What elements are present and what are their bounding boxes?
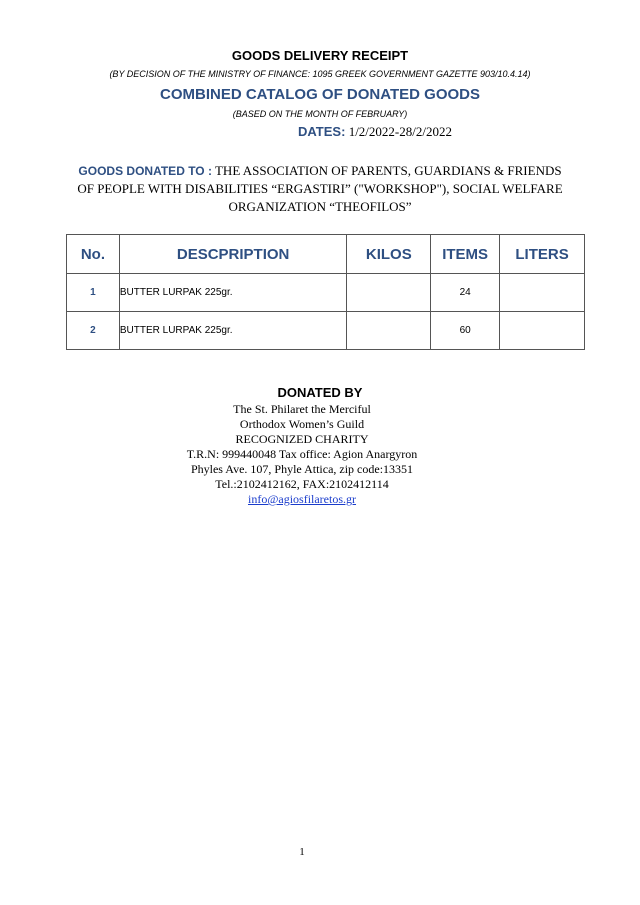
donor-line: Tel.:2102412162, FAX:2102412114 bbox=[215, 477, 389, 491]
row-items: 60 bbox=[431, 312, 500, 350]
header-description: DESCPRIPTION bbox=[119, 235, 347, 274]
dates-label: DATES: bbox=[298, 124, 346, 139]
donated-to-paragraph bbox=[70, 162, 570, 216]
header-items: ITEMS bbox=[431, 235, 500, 274]
header-no: No. bbox=[67, 235, 120, 274]
dates-value: 1/2/2022-28/2/2022 bbox=[345, 124, 452, 139]
row-number: 2 bbox=[67, 312, 120, 350]
donor-details bbox=[0, 402, 604, 507]
row-kilos bbox=[347, 312, 431, 350]
donor-line: Orthodox Women’s Guild bbox=[239, 417, 365, 431]
table-header-row bbox=[67, 235, 585, 274]
donor-line: Phyles Ave. 107, Phyle Attica, zip code:13351 bbox=[190, 462, 414, 476]
receipt-title: GOODS DELIVERY RECEIPT bbox=[231, 48, 409, 63]
donated-to-label: GOODS DONATED TO : bbox=[78, 164, 212, 178]
goods-table bbox=[66, 234, 585, 350]
row-description: BUTTER LURPAK 225gr. bbox=[119, 312, 347, 350]
donor-line: The St. Philaret the Merciful bbox=[233, 402, 371, 416]
donated-by-heading: DONATED BY bbox=[277, 385, 363, 400]
page-number: 1 bbox=[299, 846, 305, 858]
donor-line: RECOGNIZED CHARITY bbox=[235, 432, 369, 446]
donor-email-link[interactable]: info@agiosfilaretos.gr bbox=[247, 492, 357, 506]
table-row bbox=[67, 312, 585, 350]
row-kilos bbox=[347, 274, 431, 312]
ministry-decision-note: (BY DECISION OF THE MINISTRY OF FINANCE: 1095 GREEK GOVERNMENT GAZETTE 903/10.4.14) bbox=[109, 69, 531, 79]
table-row bbox=[67, 274, 585, 312]
row-items: 24 bbox=[431, 274, 500, 312]
row-liters bbox=[500, 274, 585, 312]
row-number: 1 bbox=[67, 274, 120, 312]
header-liters: LITERS bbox=[500, 235, 585, 274]
header-kilos: KILOS bbox=[347, 235, 431, 274]
donated-to-recipient: THE ASSOCIATION OF PARENTS, GUARDIANS & FRIENDS OF PEOPLE WITH DISABILITIES “ERGASTIRI” ("WORKSHOP"), SOCIAL WELFARE ORGANIZATION “THEOFILOS” bbox=[77, 163, 563, 214]
row-description: BUTTER LURPAK 225gr. bbox=[119, 274, 347, 312]
donor-line: T.R.N: 999440048 Tax office: Agion Anargyron bbox=[186, 447, 418, 461]
catalog-title: COMBINED CATALOG OF DONATED GOODS bbox=[160, 86, 480, 103]
based-on-note: (BASED ON THE MONTH OF FEBRUARY) bbox=[232, 109, 408, 119]
dates-line bbox=[298, 124, 452, 140]
row-liters bbox=[500, 312, 585, 350]
